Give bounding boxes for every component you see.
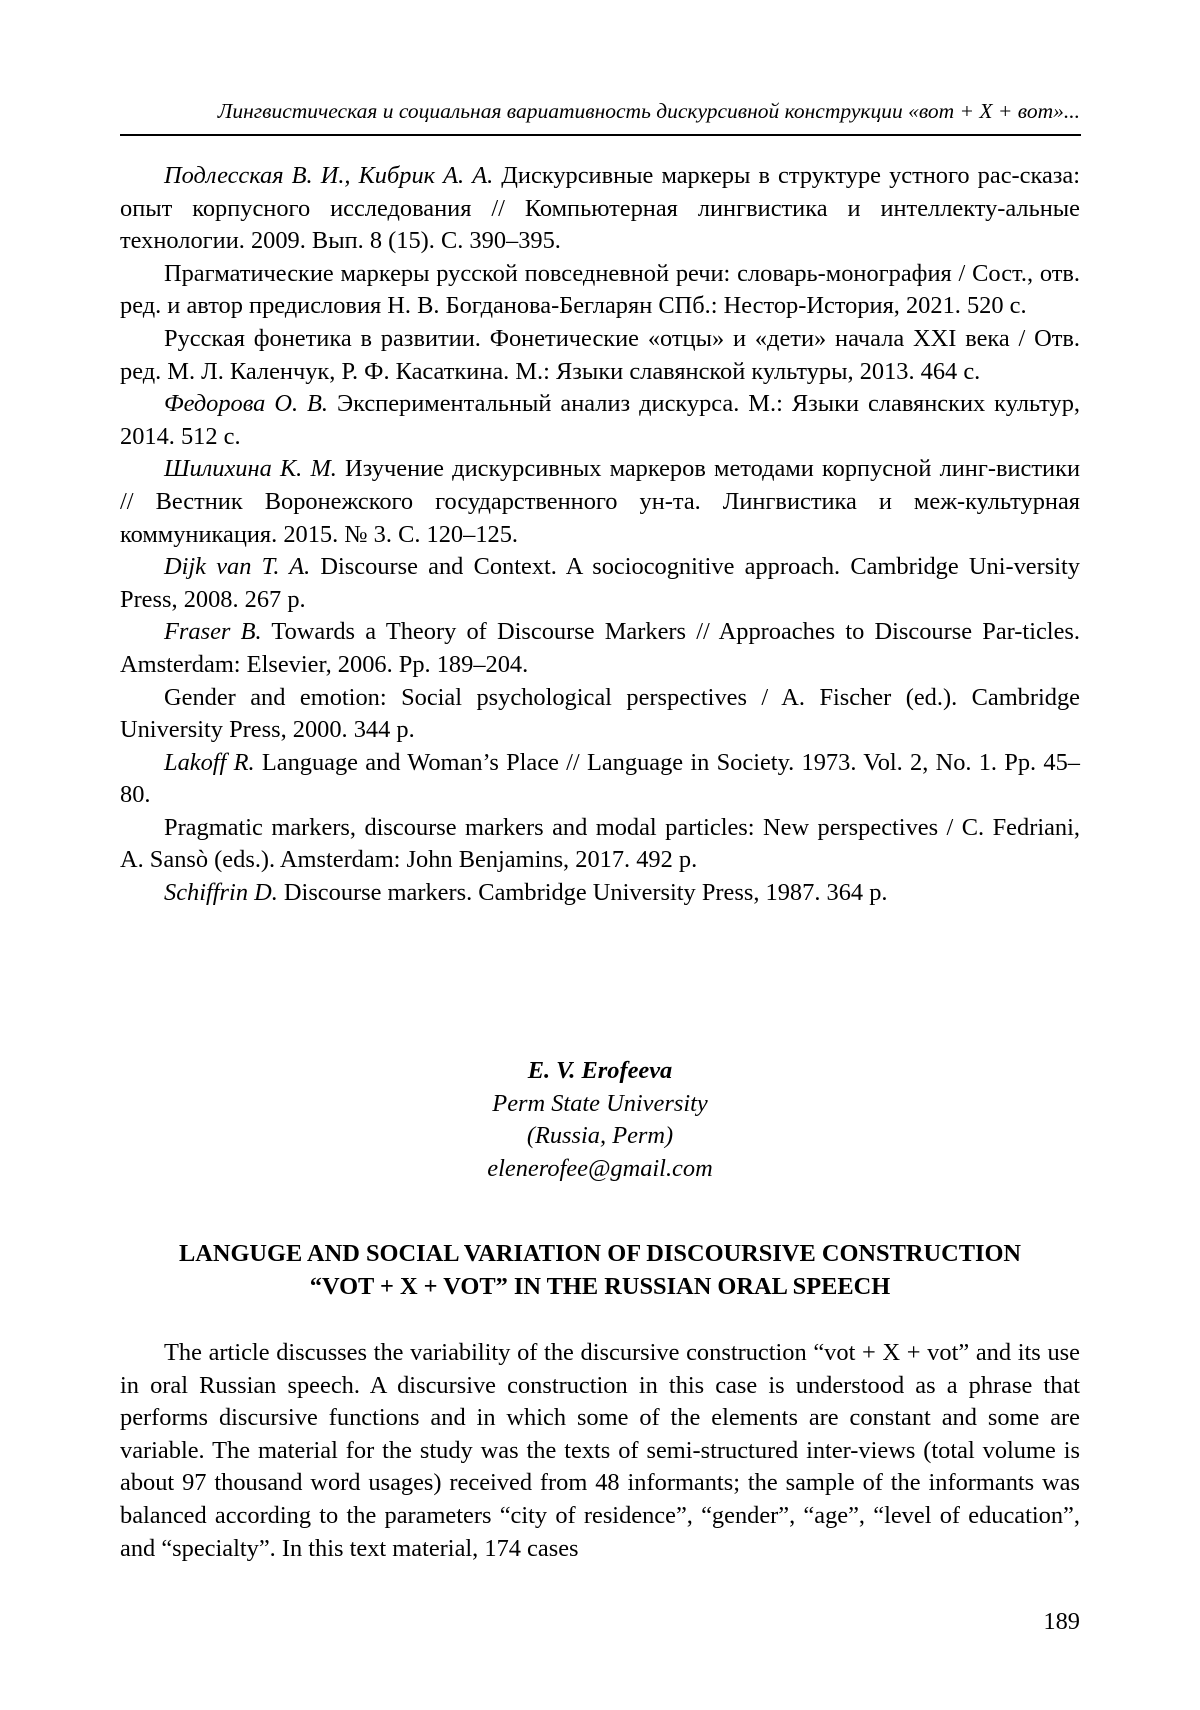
reference-text: Pragmatic markers, discourse markers and modal particles: New perspectives / C. Fedriani, A. Sansò (eds.). Amsterdam: John Benjamins, 2017. 492 p. (120, 813, 1080, 874)
reference-text: Language and Woman’s Place // Language in Society. 1973. Vol. 2, No. 1. Pp. 45–80. (120, 748, 1080, 809)
reference-entry (120, 747, 1080, 812)
reference-text: Towards a Theory of Discourse Markers // Approaches to Discourse Par-ticles. Amsterdam: Elsevier, 2006. Pp. 189–204. (120, 618, 1080, 678)
author-email: elenerofee@gmail.com (487, 1154, 713, 1182)
author-location: (Russia, Perm) (526, 1122, 674, 1150)
reference-entry (120, 388, 1080, 453)
author-name: E. V. Erofeeva (527, 1057, 673, 1084)
reference-text: Дискурсивные маркеры в структуре устного рас-сказа: опыт корпусного исследования // Компьютерная лингвистика и интеллекту-альные технологии. 2009. Вып. 8 (15). С. 390–395. (120, 162, 1081, 255)
reference-text: Русская фонетика в развитии. Фонетические «отцы» и «дети» начала XXI века / Отв. ред. М. Л. Каленчук, Р. Ф. Касаткина. М.: Языки славянской культуры, 2013. 464 с. (120, 324, 1080, 385)
reference-entry (120, 323, 1080, 388)
reference-text: Экспериментальный анализ дискурса. М.: Языки славянских культур, 2014. 512 с. (120, 390, 1081, 450)
reference-author: Федорова О. В. (164, 390, 329, 418)
author-affiliation: Perm State University (492, 1089, 708, 1117)
page-number: 189 (1043, 1608, 1080, 1635)
article-title-line: LANGUGE AND SOCIAL VARIATION OF DISCOURSIVE CONSTRUCTION (178, 1240, 1022, 1267)
reference-author: Подлесская В. И., Кибрик А. А. (164, 162, 494, 189)
reference-text: Discourse and Context. A sociocognitive approach. Cambridge Uni-versity Press, 2008. 267 p. (120, 553, 1080, 613)
reference-author: Шилихина К. М. (164, 455, 337, 483)
reference-text: Изучение дискурсивных маркеров методами корпусной линг-вистики // Вестник Воронежского государственного ун-та. Лингвистика и меж-культурная коммуникация. 2015. № 3. С. 120–125. (120, 455, 1080, 548)
reference-author: Dijk van T. A. (164, 553, 311, 581)
article-title-line: “VOT + X + VOT” IN THE RUSSIAN ORAL SPEECH (309, 1272, 891, 1300)
reference-text: Discourse markers. Cambridge University Press, 1987. 364 p. (277, 879, 888, 907)
reference-entry (120, 258, 1080, 323)
reference-text: Прагматические маркеры русской повседневной речи: словарь-монография / Сост., отв. ред. и автор предисловия Н. В. Богданова-Бегларян СПб.: Нестор-История, 2021. 520 с. (120, 259, 1080, 320)
running-header: Лингвистическая и социальная вариативность дискурсивной конструкции «вот + X + вот»... (217, 99, 1080, 123)
references-list (120, 160, 1080, 910)
reference-author: Lakoff R. (164, 748, 255, 776)
reference-author: Schiffrin D. (164, 879, 278, 907)
reference-entry (120, 160, 1080, 258)
reference-entry (120, 812, 1080, 877)
abstract-paragraph: The article discusses the variability of the discursive construction “vot + X + vot” and its use in oral Russian speech. A discursive construction in this case is understood as a phrase that performs discursive functions and in which some of the elements are constant and some are variable. The material for the study was the texts of semi-structured inter-views (total volume is about 97 thousand word usages) received from 48 informants; the sample of the informants was balanced according to the parameters “city of residence”, “gender”, “age”, “level of education”, and “specialty”. In this text material, 174 cases (120, 1339, 1080, 1562)
header-rule (120, 134, 1081, 136)
reference-entry (120, 616, 1080, 681)
reference-entry (120, 877, 1080, 910)
author-block (120, 1055, 1080, 1185)
reference-entry (120, 453, 1080, 551)
reference-entry (120, 551, 1080, 616)
reference-author: Fraser B. (164, 618, 262, 646)
reference-text: Gender and emotion: Social psychological perspectives / A. Fischer (ed.). Cambridge University Press, 2000. 344 p. (120, 683, 1080, 744)
article-title (120, 1238, 1080, 1303)
reference-entry (120, 682, 1080, 747)
